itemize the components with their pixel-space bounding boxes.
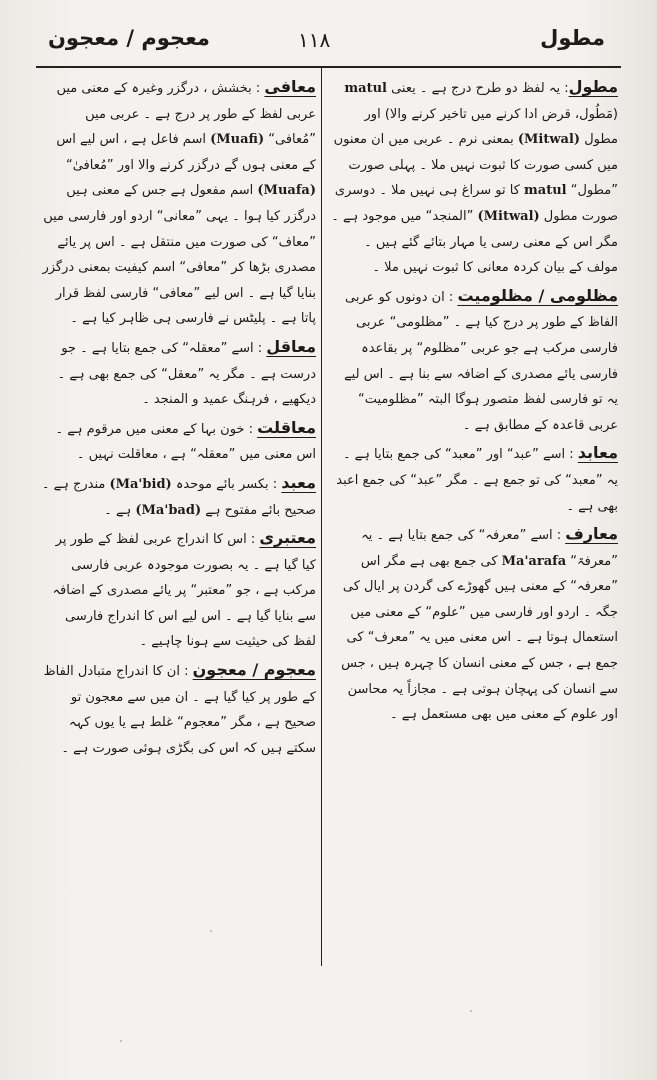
dictionary-entry [330, 521, 618, 728]
entry-text: : بخشش ، درگزر وغیرہ کے معنی میں عربی لفظ کے طور پر درج ہے ۔ عربی میں ”مُعافی“ [56, 81, 316, 148]
entry-text: کی جمع بھی ہے مگر اس ”معرفہ“ کے معنی ہیں گھوڑے کی گردن پر ایال کی جگہ ۔ اردو اور فارسی میں ”علوم“ کے معنی میں استعمال ہوتا ہے ۔ اس معنی میں یہ ”معرف“ کی جمع ہے ، جس کے معنی انسان کا چہرہ ہیں ، جس سے انسان کی پہچان ہوتی ہے ۔ مجازاً یہ محاسن اور علوم کے معنی میں بھی مستعمل ہے ۔ [341, 553, 618, 723]
entry-text: : اسے ”معرفہ“ کی جمع بتایا ہے ۔ یہ ”معرفۃ“ [361, 528, 618, 569]
dictionary-entry [330, 283, 618, 439]
dictionary-entry [40, 470, 316, 523]
romanized-term: (Muafa) [257, 183, 316, 199]
romanized-term: matul [344, 81, 387, 96]
romanized-term: (Ma'bad) [135, 502, 202, 518]
entry-text: اسم مفعول ہے جس کے معنی ہیں درگزر کیا ہوا ۔ یہی ”معانی“ اردو اور فارسی میں ”معاف“ کی صورت میں منتقل ہے ۔ اس پر یائے مصدری بڑھا کر ”معافی“ اسم کیفیت بمعنی درگزر بنایا گیا ہے ۔ اس لیے ”معافی“ فارسی لفظ قرار پاتا ہے ۔ پلیٹس نے فارسی ہی ظاہر کیا ہے ۔ [42, 183, 316, 327]
page-header [0, 22, 657, 64]
entry-text: : خون بہا کے معنی میں مرقوم ہے ۔ اس معنی میں ”معقلہ“ ہے ، معاقلت نہیں ۔ [55, 421, 316, 463]
entry-text: : ان کا اندراج متبادل الفاظ کے طور پر کیا گیا ہے ۔ ان میں سے معجون تو صحیح ہے ، مگر ”معجوم“ غلط ہے یا یوں کہہ سکتے ہیں کہ اس کی بگڑی ہوئی صورت ہے ۔ [43, 664, 316, 756]
entry-text: : اسے ”عبد“ اور ”معبد“ کی جمع بتایا ہے ۔ یہ ”معبد“ کی تو جمع ہے ۔ مگر ”عبد“ کی جمع اعبد بھی ہے ۔ [336, 447, 618, 514]
romanized-term: Ma'arafa [501, 553, 567, 569]
entry-headword: مظلومی / مظلومیت [457, 285, 618, 305]
romanized-term: matul [524, 183, 567, 199]
paper-speck [210, 930, 212, 932]
entry-text: : ان دونوں کو عربی الفاظ کے طور پر درج کیا ہے ۔ ”مظلومی“ عربی فارسی مرکب ہے جو عربی ”مظلوم“ پر بقاعدہ فارسی یائے مصدری کے اضافہ سے بنا ہے ۔ اس لیے یہ تو فارسی لفظ متصور ہوگا البتہ ”مظلومیت“ عربی قاعدہ کے مطابق ہے ۔ [344, 289, 618, 433]
entry-text: : اسے ”معقلہ“ کی جمع بتایا ہے ۔ جو درست ہے ۔ مگر یہ ”معقل“ کی جمع بھی ہے ۔ دیکھیے ، فرہنگ عمید و المنجد ۔ [57, 340, 316, 408]
romanized-term: (Muafi) [210, 132, 265, 148]
entry-text: اسم فاعل ہے ، اس لیے اس کے معنی ہوں گے درگزر کرنے والا اور ”مُعافیٰ“ [56, 132, 316, 173]
dictionary-entry [40, 334, 316, 413]
romanized-term: (Ma'bid) [109, 476, 172, 492]
entry-text: ہے ۔ [104, 502, 136, 518]
dictionary-entry [40, 415, 316, 468]
paper-speck [120, 1040, 122, 1042]
left-column [40, 74, 316, 974]
entry-text: ”المنجد“ میں موجود ہے ۔ مگر اس کے معنی رسی یا مہار بتائے گئے ہیں ۔ مولف کے بیان کردہ معانی کا ثبوت نہیں ملا ۔ [331, 208, 618, 276]
paper-speck [470, 1010, 472, 1012]
entry-headword: معاقل [266, 336, 316, 356]
entry-text: : یہ لفظ دو طرح درج ہے ۔ یعنی [386, 81, 569, 96]
entry-text: (مَطُول، قرض ادا کرنے میں تاخیر کرنے والا) اور مطول [364, 106, 618, 148]
dictionary-entry [330, 74, 618, 281]
entry-headword: معجوم / معجون [192, 660, 316, 680]
romanized-term: (Mitwal) [477, 208, 540, 224]
entry-headword: معاقلت [257, 417, 316, 437]
entry-text: مندرج ہے ۔ صحیح بائے مفتوح ہے [41, 476, 316, 518]
entry-headword: معارف [565, 524, 618, 544]
entry-text: بمعنی نرم ۔ عربی میں ان معنوں میں کسی صورت کا ثبوت نہیں ملا ۔ پہلی صورت ”مطول“ [333, 132, 618, 199]
page-number: ۱۱۸ [298, 28, 331, 52]
entry-headword: معتبری [259, 528, 316, 548]
dictionary-entry [40, 74, 316, 332]
dictionary-entry [40, 657, 316, 761]
entry-text: : اس کا اندراج عربی لفظ کے طور پر کیا گیا ہے ۔ یہ بصورت موجودہ عربی فارسی مرکب ہے ، جو ”معتبر“ پر یائے مصدری کے اضافہ سے بنایا گیا ہے ۔ اس لیے اس کا اندراج فارسی لفظ کی حیثیت سے ہونا چاہیے ۔ [52, 532, 316, 650]
right-column [330, 74, 618, 974]
entry-headword: مطول [568, 77, 618, 96]
entry-text: کا تو سراغ ہی نہیں ملا ۔ دوسری صورت مطول [334, 183, 618, 224]
column-divider [321, 68, 322, 966]
running-head-right: مطول [540, 26, 605, 50]
entry-headword: معبد [281, 472, 316, 492]
dictionary-entry [40, 525, 316, 655]
romanized-term: (Mitwal) [517, 132, 581, 148]
header-rule [36, 66, 621, 68]
running-head-left: معجوم / معجون [48, 26, 210, 50]
entry-headword: معافی [264, 77, 316, 96]
entry-headword: معابد [577, 443, 618, 463]
entry-text: : بکسر بائے موحدہ [171, 476, 282, 492]
dictionary-entry [330, 440, 618, 519]
